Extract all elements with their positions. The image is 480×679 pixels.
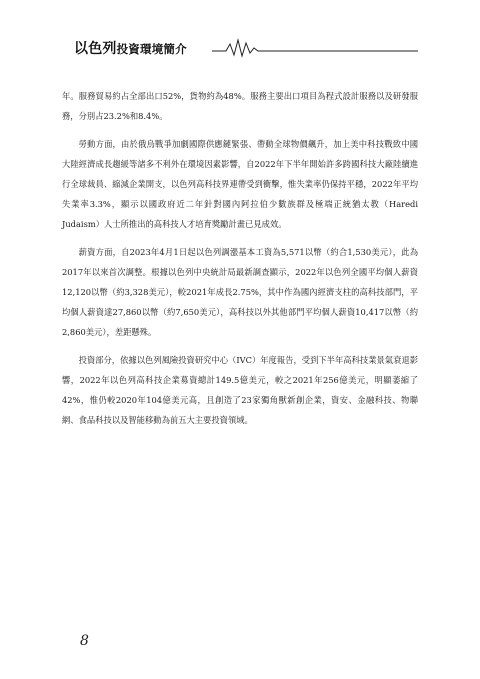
running-header [62,36,418,58]
paragraph-labor: 勞動方面，由於俄烏戰爭加劇國際供應鏈緊張、帶動全球物價飆升，加上美中科技戰致中國大陸經濟成長趨緩等諸多不利外在環境因素影響，自2022年下半年開始許多跨國科技大廠陸續進行全球裁員、縮減企業開支，以色列高科技界連帶受到衝擊，惟失業率仍保持平穩，2022年平均失業率3.3%，顯示以國政府近二年針對國內阿拉伯少數族群及極端正統猶太教（Haredi Judaism）人士所推出的高科技人才培育獎勵計畫已見成效。 [62,139,418,229]
page-number: 8 [80,633,89,649]
header-title-sub: 投資環境簡介 [116,42,187,56]
article-body [62,86,418,430]
paragraph-wages: 薪資方面，自2023年4月1日起以色列調漲基本工資為5,571以幣（約合1,530美元），此為2017年以來首次調整。根據以色列中央統計局最新調查顯示，2022年以色列全國平均個人薪資12,120以幣（約3,328美元），較2021年成長2.75%，其中作為國內經濟支柱的高科技部門，平均個人薪資達27,860以幣（約7,650美元），高科技以外其他部門平均個人薪資10,417以幣（約2,860美元），差距懸殊。 [62,247,418,337]
heartbeat-line-icon [212,36,418,58]
header-title [74,38,187,58]
paragraph-continued: 年。服務貿易約占全部出口52%，貨物約為48%。服務主要出口項目為程式設計服務以及研發服務，分別占23.2%和8.4%。 [62,91,418,121]
header-title-main: 以色列 [74,41,117,57]
paragraph-investment: 投資部分，依據以色列風險投資研究中心（IVC）年度報告，受到下半年高科技業景氣衰退影響，2022年以色列高科技企業募資總計149.5億美元，較之2021年256億美元，明顯萎縮了42%，惟仍較2020年104億美元高，且創造了23家獨角獸新創企業，資安、金融科技、物聯網、食品科技以及智能移動為前五大主要投資領域。 [62,355,418,425]
